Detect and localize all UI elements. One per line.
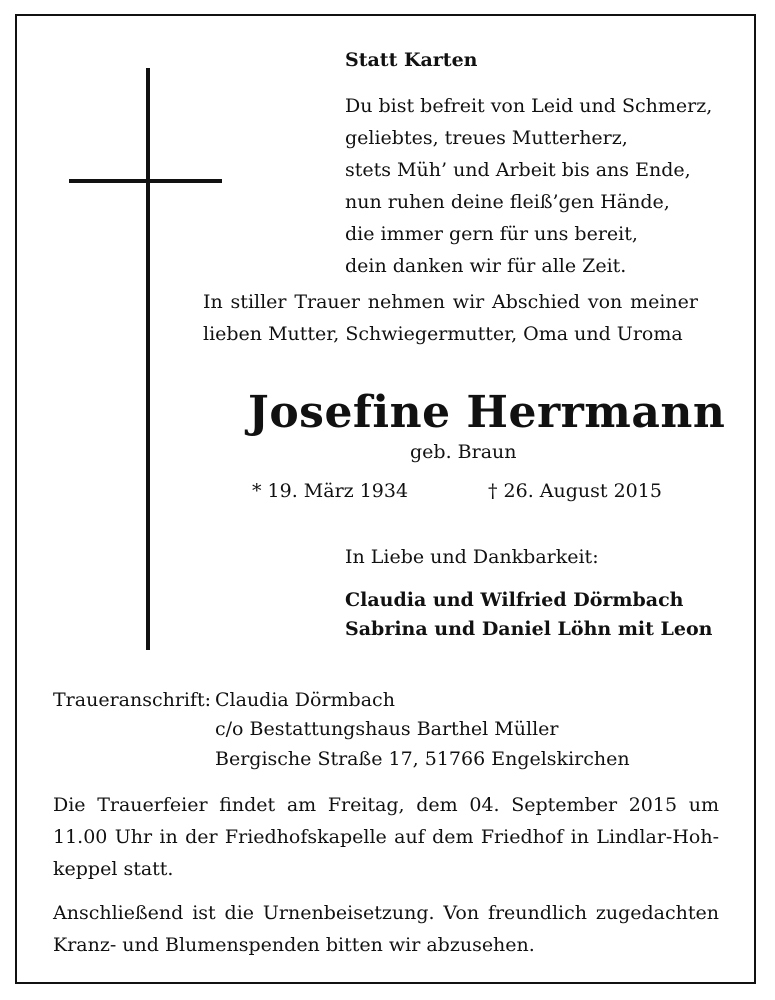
deceased-name: Josefine Herrmann (248, 387, 726, 438)
poem-line: Du bist befreit von Leid und Schmerz, (345, 95, 713, 117)
closing-line: Kranz- und Blumenspenden bitten wir abzusehen. (53, 934, 535, 956)
death-date: † 26. August 2015 (488, 480, 662, 502)
closing-line: Anschließend ist die Urnenbeisetzung. Von freundlich zugedachten (53, 902, 719, 924)
mourner-line: Sabrina und Daniel Löhn mit Leon (345, 618, 713, 640)
poem-line: geliebtes, treues Mutterherz, (345, 127, 628, 149)
ceremony-line: 11.00 Uhr in der Friedhofskapelle auf dem Friedhof in Lindlar-Hoh- (53, 826, 719, 848)
gratitude-line: In Liebe und Dankbarkeit: (345, 546, 599, 568)
intro-line: In stiller Trauer nehmen wir Abschied von meiner (203, 291, 698, 313)
poem-line: stets Müh’ und Arbeit bis ans Ende, (345, 159, 691, 181)
closing-paragraph (53, 897, 719, 961)
poem-line: die immer gern für uns bereit, (345, 223, 638, 245)
intro-line: lieben Mutter, Schwiegermutter, Oma und Uroma (203, 323, 683, 345)
address-line: c/o Bestattungshaus Barthel Müller (215, 718, 559, 740)
header-statt-karten: Statt Karten (345, 49, 478, 71)
mourner-line: Claudia und Wilfried Dörmbach (345, 589, 684, 611)
address-line: Claudia Dörmbach (215, 689, 395, 711)
address-label: Traueranschrift: (53, 689, 212, 711)
cross-vertical-bar (146, 68, 150, 650)
intro-text (203, 286, 698, 350)
cross-horizontal-bar (69, 179, 222, 183)
birth-date: * 19. März 1934 (252, 480, 409, 502)
ceremony-paragraph (53, 789, 719, 885)
ceremony-line: Die Trauerfeier findet am Freitag, dem 04. September 2015 um (53, 794, 719, 816)
address-line: Bergische Straße 17, 51766 Engelskirchen (215, 748, 630, 770)
poem (345, 90, 712, 282)
poem-line: dein danken wir für alle Zeit. (345, 255, 627, 277)
poem-line: nun ruhen deine fleiß’gen Hände, (345, 191, 670, 213)
maiden-name: geb. Braun (410, 441, 517, 463)
ceremony-line: keppel statt. (53, 858, 174, 880)
